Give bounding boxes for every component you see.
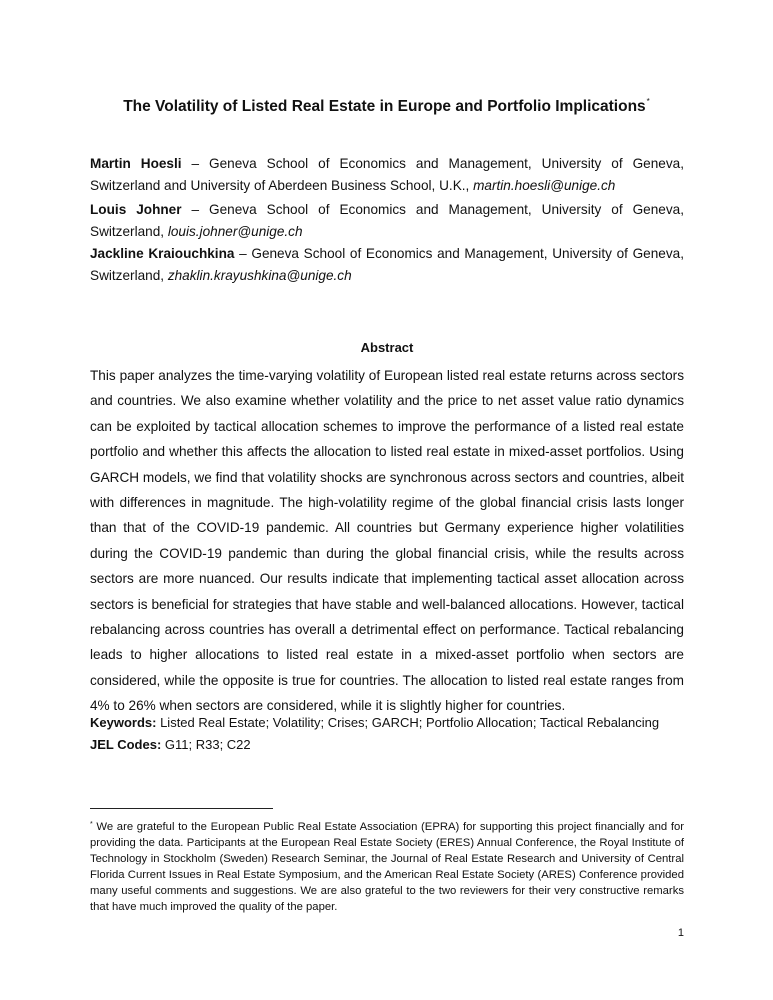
author-email: martin.hoesli@unige.ch	[473, 177, 616, 193]
footnote	[90, 817, 684, 915]
author-entry	[90, 199, 684, 242]
paper-title-text: The Volatility of Listed Real Estate in Europe and Portfolio Implications	[123, 98, 646, 115]
author-entry	[90, 243, 684, 286]
jel-text: G11; R33; C22	[161, 737, 251, 752]
keywords-text: Listed Real Estate; Volatility; Crises; GARCH; Portfolio Allocation; Tactical Rebalancing	[156, 715, 660, 730]
footnote-mark: *	[90, 821, 93, 828]
keywords-line	[90, 713, 684, 733]
author-email: zhaklin.krayushkina@unige.ch	[167, 267, 352, 283]
author-affiliation: – Geneva School of Economics and Management, University of Geneva, Switzerland,	[90, 202, 684, 239]
abstract-heading: Abstract	[360, 340, 414, 355]
author-entry	[90, 153, 684, 196]
title-footnote-mark: *	[646, 97, 650, 106]
author-name: Louis Johner	[90, 202, 182, 217]
abstract-text: This paper analyzes the time-varying volatility of European listed real estate returns across sectors and countries. We also examine whether volatility and the price to net asset value ratio dynamics can be exploited by tactical allocation schemes to improve the performance of a listed real estate portfolio and whether this affects the allocation to listed real estate in mixed-asset portfolios. Using GARCH models, we find that volatility shocks are synchronous across sectors and countries, albeit with differences in magnitude. The high-volatility regime of the global financial crisis lasts longer than that of the COVID-19 pandemic. All countries but Germany experience higher volatilities during the COVID-19 pandemic than during the global financial crisis, while the results across sectors are more nuanced. Our results indicate that implementing tactical asset allocation across sectors is beneficial for strategies that have stable and well-balanced allocations. However, tactical rebalancing across countries has overall a detrimental effect on performance. Tactical rebalancing leads to higher allocations to listed real estate in a mixed-asset portfolio when sectors are considered, while the opposite is true for countries. The allocation to listed real estate ranges from 4% to 26% when sectors are considered, while it is slightly higher for countries.	[90, 368, 684, 714]
footnote-divider	[90, 808, 273, 809]
paper-title	[60, 92, 713, 117]
author-name: Jackline Kraiouchkina	[90, 246, 235, 261]
author-name: Martin Hoesli	[90, 156, 182, 171]
author-affiliation: – Geneva School of Economics and Management, University of Geneva, Switzerland,	[90, 246, 684, 283]
author-email: louis.johner@unige.ch	[167, 223, 303, 239]
page-number: 1	[677, 927, 684, 939]
author-affiliation: – Geneva School of Economics and Management, University of Geneva, Switzerland and University of Aberdeen Business School, U.K.,	[90, 156, 684, 193]
jel-codes-line	[90, 735, 684, 755]
keywords-label: Keywords:	[90, 715, 157, 730]
footnote-text: We are grateful to the European Public Real Estate Association (EPRA) for supporting this project financially and for providing the data. Participants at the European Real Estate Society (ERES) Annual Conference, the Royal Institute of Technology in Stockholm (Sweden) Research Seminar, the Journal of Real Estate Research and University of Central Florida Current Issues in Real Estate Symposium, and the American Real Estate Society (ARES) Conference provided many useful comments and suggestions. We are also grateful to the two reviewers for their very constructive remarks that have much improved the quality of the paper.	[90, 821, 684, 913]
jel-label: JEL Codes:	[90, 737, 162, 752]
